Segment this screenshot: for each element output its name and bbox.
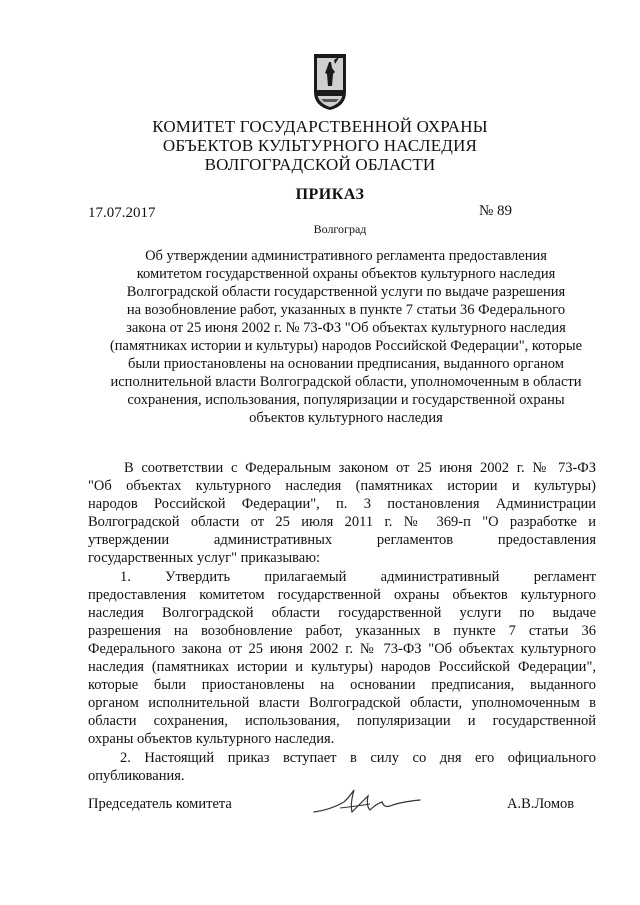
item1-line: Федерального закона от 25 июня 2002 г. № 73-ФЗ "Об объектах культурного bbox=[88, 640, 596, 657]
order-body bbox=[88, 459, 596, 785]
coat-of-arms-icon bbox=[312, 52, 348, 112]
order-number: № 89 bbox=[479, 203, 513, 219]
issuer-line-2: ОБЪЕКТОВ КУЛЬТУРНОГО НАСЛЕДИЯ bbox=[162, 136, 478, 155]
signatory-name: А.В.Ломов bbox=[507, 796, 575, 812]
item1-line: области сохранения, использования, популяризации и государственной bbox=[88, 713, 596, 730]
item1-line: органом исполнительной власти Волгоградской области, уполномоченным в bbox=[88, 695, 596, 712]
subject-line: Об утверждении административного регламента предоставления bbox=[145, 248, 547, 264]
issuer-header bbox=[0, 117, 640, 174]
subject-line: (памятниках истории и культуры) народов Российской Федерации", которые bbox=[109, 338, 583, 354]
item2-line: опубликования. bbox=[88, 767, 185, 784]
issuer-line-3: ВОЛГОГРАДСКОЙ ОБЛАСТИ bbox=[204, 155, 436, 174]
handwritten-signature-icon bbox=[310, 782, 430, 822]
subject-line: на возобновление работ, указанных в пункте 7 статьи 36 Федерального bbox=[126, 302, 566, 318]
subject-line: Волгоградской области государственной услуги по выдаче разрешения bbox=[126, 284, 566, 300]
subject-line: комитетом государственной охраны объектов культурного наследия bbox=[136, 266, 556, 282]
signatory-position: Председатель комитета bbox=[88, 796, 232, 812]
preamble-line: утверждении административных регламентов предоставления bbox=[88, 532, 596, 549]
order-subject bbox=[96, 247, 596, 427]
preamble-line: Волгоградской области от 25 июля 2011 г. № 369-п "О разработке и bbox=[88, 514, 596, 531]
preamble-line: В соответствии с Федеральным законом от 25 июня 2002 г. № 73-ФЗ bbox=[124, 460, 596, 476]
preamble-line: народов Российской Федерации", п. 3 постановления Администрации bbox=[88, 496, 596, 513]
preamble-line: "Об объектах культурного наследия (памятниках истории и культуры) bbox=[88, 478, 596, 495]
subject-line: закона от 25 июня 2002 г. № 73-ФЗ "Об объектах культурного наследия bbox=[126, 320, 566, 336]
item1-line: которые были приостановлены на основании предписания, выданного bbox=[88, 677, 596, 694]
item2-line: 2. Настоящий приказ вступает в силу со дня его официального bbox=[120, 749, 596, 766]
subject-line: сохранения, использования, популяризации и государственной охраны bbox=[127, 392, 565, 408]
issuer-line-1: КОМИТЕТ ГОСУДАРСТВЕННОЙ ОХРАНЫ bbox=[152, 117, 488, 136]
item1-line: наследия (памятниках истории и культуры) народов Российской Федерации", bbox=[88, 659, 596, 676]
item1-line: предоставления комитетом государственной охраны объектов культурного bbox=[88, 586, 596, 603]
subject-line: объектов культурного наследия bbox=[249, 410, 443, 426]
order-date: 17.07.2017 bbox=[88, 205, 156, 221]
document-title: ПРИКАЗ bbox=[295, 186, 365, 203]
item1-line: наследия Волгоградской области государственной услуги по выдаче bbox=[88, 604, 596, 621]
subject-line: были приостановлены на основании предписания, выданного органом bbox=[128, 356, 564, 372]
order-city: Волгоград bbox=[313, 222, 367, 236]
preamble-line: государственных услуг" приказываю: bbox=[88, 550, 321, 567]
item1-line: 1. Утвердить прилагаемый административный регламент bbox=[120, 568, 596, 585]
item1-line: разрешения на возобновление работ, указанных в пункте 7 статьи 36 bbox=[88, 622, 596, 639]
subject-line: исполнительной власти Волгоградской области, уполномоченным в области bbox=[110, 374, 582, 390]
item1-line: охраны объектов культурного наследия. bbox=[88, 731, 335, 748]
